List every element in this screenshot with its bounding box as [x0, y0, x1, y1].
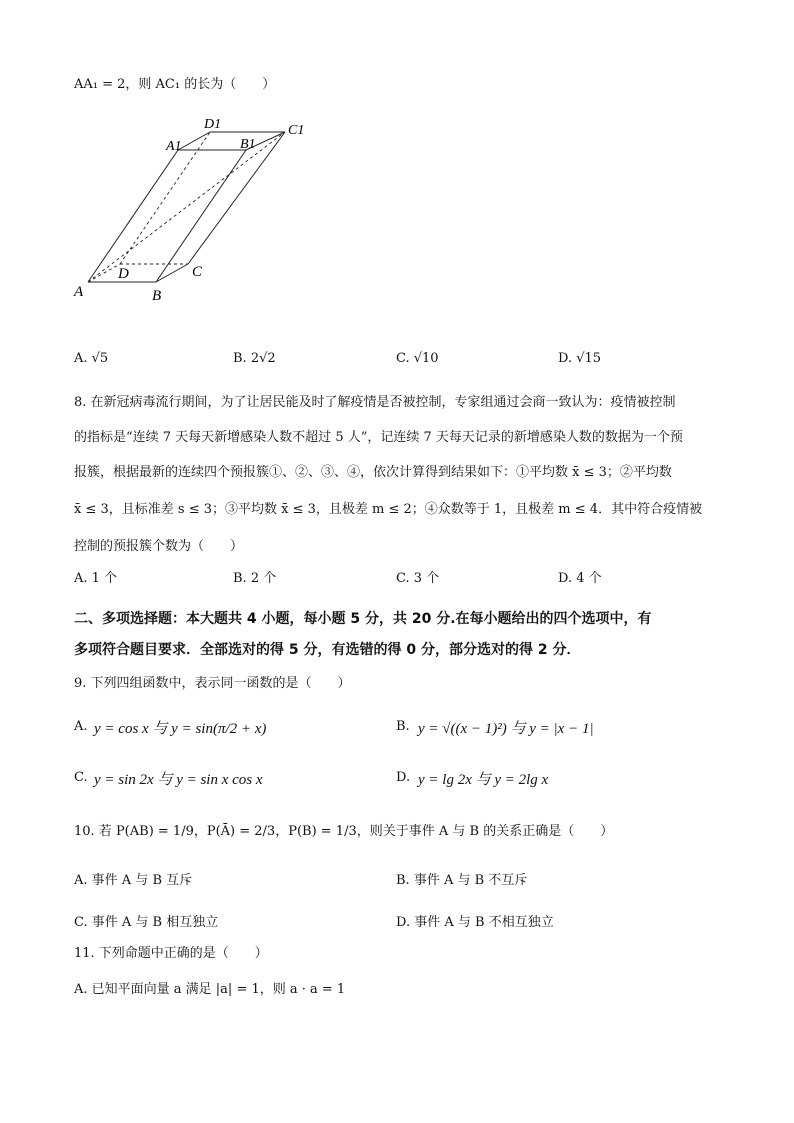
q8-line-2: 的指标是“连续 7 天每天新增感染人数不超过 5 人”，记连续 7 天每天记录的新增感染人数的数据为一个预 — [74, 430, 683, 445]
q10-stem: 10. 若 P(AB) = 1/9，P(Ā) = 2/3，P(B) = 1/3，则关于事件 A 与 B 的关系正确是（ ） — [74, 824, 614, 839]
label-D: D — [118, 266, 129, 282]
q9-option-b-math: y = √((x − 1)²) 与 y = |x − 1| — [418, 721, 594, 737]
q9-option-a-label: A. — [74, 719, 88, 734]
q10-option-c: C. 事件 A 与 B 相互独立 — [74, 915, 219, 930]
q7-option-d: D. √15 — [558, 351, 602, 366]
section2-heading-line-2: 多项符合题目要求．全部选对的得 5 分，有选错的得 0 分，部分选对的得 2 分． — [74, 642, 581, 658]
q11-option-a: A. 已知平面向量 a 满足 |a| = 1，则 a · a = 1 — [74, 982, 346, 997]
label-C: C — [192, 264, 203, 280]
q8-line-5: 控制的预报簇个数为（ ） — [74, 539, 244, 554]
q8-option-d: D. 4 个 — [558, 571, 602, 586]
q7-stem-tail: AA₁ = 2，则 AC₁ 的长为（ ） — [74, 77, 276, 92]
q9-option-b-label: B. — [396, 719, 410, 734]
label-B1: B1 — [240, 137, 256, 152]
parallelepiped-figure — [70, 110, 320, 305]
q10-option-d: D. 事件 A 与 B 不相互独立 — [396, 915, 554, 930]
q9-option-d-math: y = lg 2x 与 y = 2lg x — [418, 772, 549, 788]
q9-option-c-math: y = sin 2x 与 y = sin x cos x — [94, 772, 263, 788]
label-A: A — [74, 284, 84, 300]
q8-option-b: B. 2 个 — [233, 571, 277, 586]
q7-option-c: C. √10 — [396, 351, 439, 366]
q9-option-a-math: y = cos x 与 y = sin(π/2 + x) — [94, 721, 267, 737]
label-D1: D1 — [204, 117, 222, 132]
q8-line-1: 8. 在新冠病毒流行期间，为了让居民能及时了解疫情是否被控制，专家组通过会商一致认为：疫情被控制 — [74, 395, 676, 410]
q11-stem: 11. 下列命题中正确的是（ ） — [74, 946, 268, 961]
q9-stem: 9. 下列四组函数中，表示同一函数的是（ ） — [74, 676, 351, 691]
q10-option-a: A. 事件 A 与 B 互斥 — [74, 873, 193, 888]
q8-option-c: C. 3 个 — [396, 571, 440, 586]
label-A1: A1 — [166, 139, 182, 154]
q8-line-4: x̄ ≤ 3，且标准差 s ≤ 3；③平均数 x̄ ≤ 3，且极差 m ≤ 2；④众数等于 1，且极差 m ≤ 4．其中符合疫情被 — [74, 502, 703, 517]
q9-option-d-label: D. — [396, 770, 411, 785]
section2-heading-line-1: 二、多项选择题：本大题共 4 小题，每小题 5 分，共 20 分.在每小题给出的四个选项中，有 — [74, 611, 652, 627]
q9-option-c-label: C. — [74, 770, 88, 785]
label-B: B — [152, 288, 162, 304]
q8-option-a: A. 1 个 — [74, 571, 118, 586]
q7-option-a: A. √5 — [74, 351, 109, 366]
label-C1: C1 — [288, 123, 305, 138]
q10-option-b: B. 事件 A 与 B 不互斥 — [396, 873, 528, 888]
q7-option-b: B. 2√2 — [233, 351, 276, 366]
q8-line-3: 报簇，根据最新的连续四个预报簇①、②、③、④，依次计算得到结果如下：①平均数 x̄ ≤ 3；②平均数 — [74, 465, 672, 480]
